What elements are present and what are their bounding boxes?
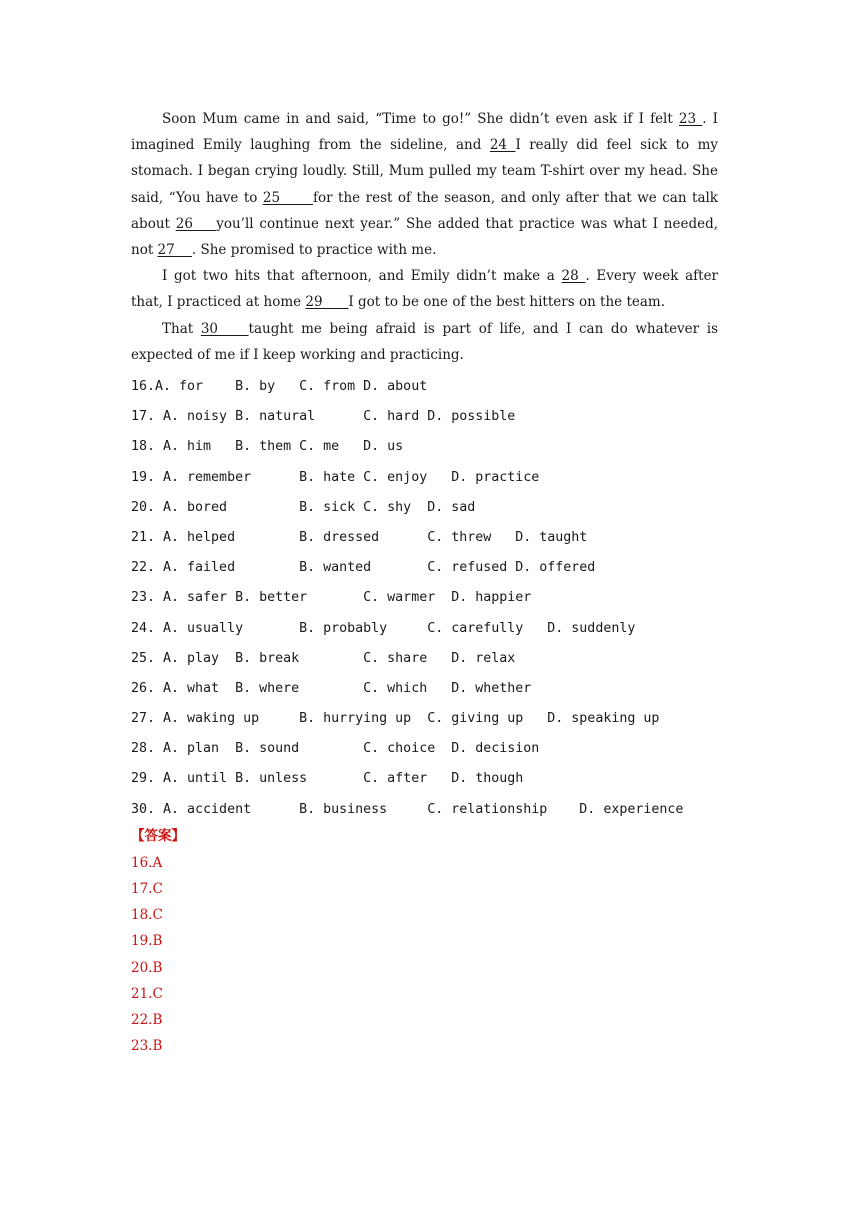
- blank-number: 25: [262, 189, 313, 206]
- option-row: 30. A. accident B. business C. relationship D. experience: [131, 801, 684, 817]
- passage-text: I really did feel sick to my stomach. I began crying loudly. Still, Mum pulled my team T-shirt over my head. She said, “You have to: [131, 137, 718, 206]
- blank-number: 28: [561, 268, 586, 285]
- passage: [131, 106, 718, 368]
- option-row: 18. A. him B. them C. me D. us: [131, 439, 404, 455]
- passage-text: . She promised to practice with me.: [191, 242, 437, 259]
- option-row: 29. A. until B. unless C. after D. though: [131, 771, 524, 787]
- answer-item: 19.B: [131, 933, 163, 950]
- option-row: 16.A. for B. by C. from D. about: [131, 379, 428, 395]
- answer-item: 23.B: [131, 1038, 163, 1055]
- option-row: 28. A. plan B. sound C. choice D. decision: [131, 741, 540, 757]
- blank-number: 26: [175, 215, 217, 232]
- answer-item: 17.C: [131, 881, 163, 898]
- option-row: 27. A. waking up B. hurrying up C. giving up D. speaking up: [131, 711, 660, 727]
- passage-text: taught me being afraid is part of life, and I can do whatever is expected of me if I keep working and practicing.: [131, 320, 719, 363]
- answer-heading: 【答案】: [131, 827, 185, 844]
- blank-number: 24: [489, 137, 516, 154]
- passage-text: for the rest of the season, and only after that we can talk about: [131, 189, 718, 232]
- passage-text: That: [162, 320, 201, 337]
- option-row: 26. A. what B. where C. which D. whether: [131, 680, 532, 696]
- passage-paragraph: [131, 106, 718, 263]
- document-page: [131, 106, 718, 1059]
- blank-number: 27: [157, 242, 192, 259]
- option-row: 22. A. failed B. wanted C. refused D. offered: [131, 560, 596, 576]
- passage-text: I got to be one of the best hitters on the team.: [348, 294, 666, 311]
- option-row: 21. A. helped B. dressed C. threw D. taught: [131, 529, 588, 545]
- blank-number: 30: [200, 320, 249, 337]
- answer-item: 18.C: [131, 907, 163, 924]
- answer-item: 22.B: [131, 1011, 163, 1028]
- passage-text: I got two hits that afternoon, and Emily didn’t make a: [162, 268, 562, 285]
- passage-text: Soon Mum came in and said, “Time to go!” She didn’t even ask if I felt: [162, 111, 679, 127]
- blank-number: 29: [305, 294, 349, 311]
- option-row: 23. A. safer B. better C. warmer D. happier: [131, 590, 532, 606]
- answer-item: 16.A: [131, 854, 163, 871]
- passage-text: . Every week after that, I practiced at home: [131, 268, 719, 311]
- answer-item: 20.B: [131, 959, 163, 976]
- option-row: 19. A. remember B. hate C. enjoy D. practice: [131, 469, 540, 485]
- answer-list: [131, 850, 718, 1060]
- passage-text: you’ll continue next year.” She added that practice was what I needed, not: [131, 215, 719, 259]
- option-row: 24. A. usually B. probably C. carefully D. suddenly: [131, 620, 636, 636]
- option-row: 20. A. bored B. sick C. shy D. sad: [131, 499, 476, 515]
- option-row: 17. A. noisy B. natural C. hard D. possible: [131, 409, 516, 425]
- option-list: [131, 372, 718, 825]
- passage-text: . I imagined Emily laughing from the sideline, and: [131, 111, 718, 154]
- answer-item: 21.C: [131, 985, 163, 1002]
- option-row: 25. A. play B. break C. share D. relax: [131, 650, 516, 666]
- blank-number: 23: [678, 111, 703, 127]
- passage-paragraph: [131, 316, 718, 368]
- passage-paragraph: [131, 263, 718, 315]
